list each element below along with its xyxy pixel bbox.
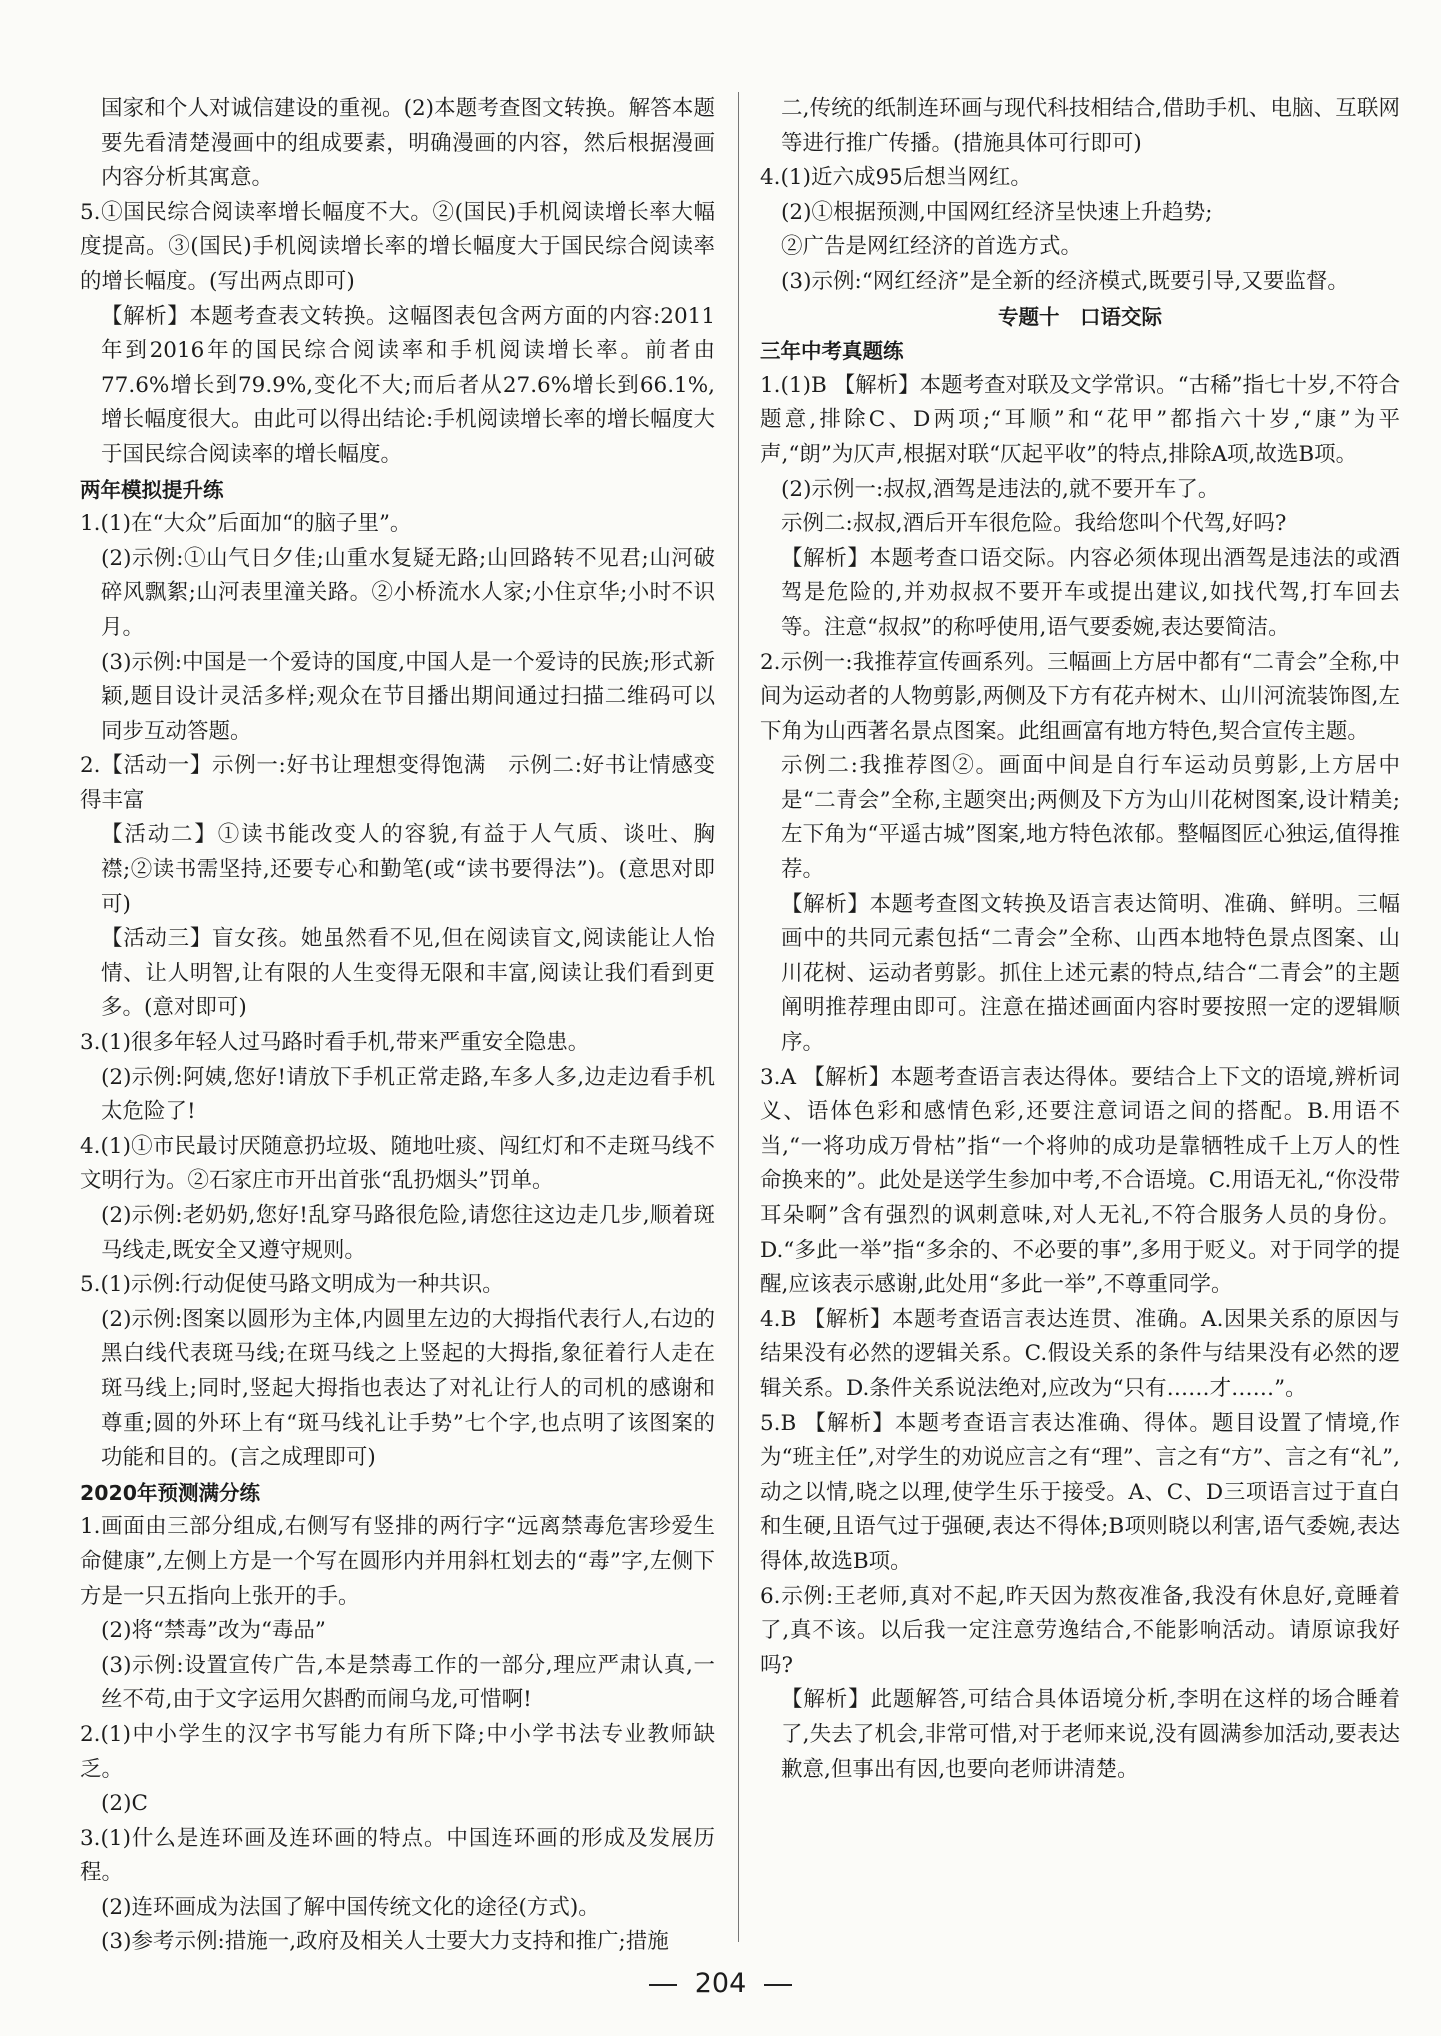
answer-paragraph: (2)示例:阿姨,您好!请放下手机正常走路,车多人多,边走边看手机太危险了!	[101, 1064, 715, 1125]
answer-paragraph: 6.示例:王老师,真对不起,昨天因为熬夜准备,我没有休息好,竟睡着了,真不该。以后我一定注意劳逸结合,不能影响活动。请原谅我好吗?	[760, 1583, 1400, 1678]
answer-paragraph: 5.B 【解析】本题考查语言表达准确、得体。题目设置了情境,作为“班主任”,对学生的劝说应言之有“理”、言之有“方”、言之有“礼”,动之以情,晓之以理,使学生乐于接受。A、C、D三项语言过于直白和生硬,且语气过于强硬,表达不得体;B项则晓以利害,语气委婉,表达得体,故选B项。	[760, 1410, 1400, 1574]
answer-paragraph: 【解析】本题考查表文转换。这幅图表包含两方面的内容:2011年到2016年的国民综合阅读率和手机阅读增长率。前者由77.6%增长到79.9%,变化不大;而后者从27.6%增长到66.1%,增长幅度很大。由此可以得出结论:手机阅读增长率的增长幅度大于国民综合阅读率的增长幅度。	[101, 303, 715, 467]
answer-paragraph: 2.示例一:我推荐宣传画系列。三幅画上方居中都有“二青会”全称,中间为运动者的人物剪影,两侧及下方有花卉树木、山川河流装饰图,左下角为山西著名景点图案。此组画富有地方特色,契合宣传主题。	[760, 649, 1400, 744]
section-heading: 三年中考真题练	[760, 339, 904, 364]
answer-paragraph: ②广告是网红经济的首选方式。	[781, 234, 1083, 260]
answer-paragraph: 2.(1)中小学生的汉字书写能力有所下降;中小学书法专业教师缺乏。	[80, 1721, 715, 1782]
left-column	[80, 92, 715, 1960]
page-number: 204	[694, 1968, 747, 1999]
section-heading: 2020年预测满分练	[80, 1480, 261, 1505]
answer-paragraph: 3.(1)什么是连环画及连环画的特点。中国连环画的形成及发展历程。	[80, 1825, 715, 1886]
answer-paragraph: 【活动二】①读书能改变人的容貌,有益于人气质、谈吐、胸襟;②读书需坚持,还要专心和勤笔(或“读书要得法”)。(意思对即可)	[101, 822, 715, 917]
answer-paragraph: (2)连环画成为法国了解中国传统文化的途径(方式)。	[101, 1894, 600, 1920]
answer-paragraph: 1.(1)在“大众”后面加“的脑子里”。	[80, 511, 412, 537]
answer-paragraph: 4.B 【解析】本题考查语言表达连贯、准确。A.因果关系的原因与结果没有必然的逻辑关系。C.假设关系的条件与结果没有必然的逻辑关系。D.条件关系说法绝对,应改为“只有……才……”。	[760, 1306, 1400, 1401]
answer-paragraph: 3.A 【解析】本题考查语言表达得体。要结合上下文的语境,辨析词义、语体色彩和感情色彩,还要注意词语之间的搭配。B.用语不当,“一将功成万骨枯”指“一个将帅的成功是靠牺牲成千上万人的性命换来的”。此处是送学生参加中考,不合语境。C.用语无礼,“你没带耳朵啊”含有强烈的讽刺意味,对人无礼,不符合服务人员的身份。D.“多此一举”指“多余的、不必要的事”,多用于贬义。对于同学的提醒,应该表示感谢,此处用“多此一举”,不尊重同学。	[760, 1064, 1400, 1298]
answer-paragraph: 国家和个人对诚信建设的重视。(2)本题考查图文转换。解答本题要先看清楚漫画中的组成要素，明确漫画的内容，然后根据漫画内容分析其寓意。	[101, 96, 715, 191]
answer-paragraph: 示例二:我推荐图②。画面中间是自行车运动员剪影,上方居中是“二青会”全称,主题突出;两侧及下方为山川花树图案,设计精美;左下角为“平遥古城”图案,地方特色浓郁。整幅图匠心独运,值得推荐。	[781, 753, 1400, 883]
answer-paragraph: 3.(1)很多年轻人过马路时看手机,带来严重安全隐患。	[80, 1030, 590, 1056]
answer-paragraph: (3)示例:中国是一个爱诗的国度,中国人是一个爱诗的民族;形式新颖,题目设计灵活多样;观众在节目播出期间通过扫描二维码可以同步互动答题。	[101, 649, 715, 744]
column-divider	[738, 92, 739, 1942]
answer-paragraph: (2)示例:老奶奶,您好!乱穿马路很危险,请您往这边走几步,顺着斑马线走,既安全又遵守规则。	[101, 1203, 715, 1263]
answer-paragraph: 示例二:叔叔,酒后开车很危险。我给您叫个代驾,好吗?	[781, 511, 1287, 537]
answer-paragraph: 【解析】本题考查图文转换及语言表达简明、准确、鲜明。三幅画中的共同元素包括“二青会”全称、山西本地特色景点图案、山川花树、运动者剪影。抓住上述元素的特点,结合“二青会”的主题阐明推荐理由即可。注意在描述画面内容时要按照一定的逻辑顺序。	[781, 891, 1400, 1056]
answer-paragraph: 5.(1)示例:行动促使马路文明成为一种共识。	[80, 1272, 504, 1298]
answer-paragraph: (2)将“禁毒”改为“毒品”	[101, 1618, 326, 1644]
section-heading: 专题十 口语交际	[998, 304, 1162, 329]
answer-paragraph: (3)参考示例:措施一,政府及相关人士要大力支持和推广;措施	[101, 1929, 669, 1955]
answer-paragraph: 【活动三】盲女孩。她虽然看不见,但在阅读盲文,阅读能让人怡情、让人明智,让有限的人生变得无限和丰富,阅读让我们看到更多。(意对即可)	[101, 926, 715, 1021]
answer-paragraph: (3)示例:设置宣传广告,本是禁毒工作的一部分,理应严肃认真,一丝不苟,由于文字运用欠斟酌而闹乌龙,可惜啊!	[101, 1652, 715, 1713]
footer-dash-left	[649, 1984, 677, 1986]
answer-paragraph: (3)示例:“网红经济”是全新的经济模式,既要引导,又要监督。	[781, 268, 1349, 294]
footer-dash-right	[764, 1984, 792, 1986]
answer-paragraph: 4.(1)近六成95后想当网红。	[760, 165, 1032, 191]
answer-paragraph: 2.【活动一】示例一:好书让理想变得饱满 示例二:好书让情感变得丰富	[80, 753, 715, 813]
answer-paragraph: (2)示例:图案以圆形为主体,内圆里左边的大拇指代表行人,右边的黑白线代表斑马线;在斑马线之上竖起的大拇指,象征着行人走在斑马线上;同时,竖起大拇指也表达了对礼让行人的司机的感谢和尊重;圆的外环上有“斑马线礼让手势”七个字,也点明了该图案的功能和目的。(言之成理即可)	[101, 1306, 715, 1471]
answer-paragraph: (2)示例:①山气日夕佳;山重水复疑无路;山回路转不见君;山河破碎风飘絮;山河表里潼关路。②小桥流水人家;小住京华;小时不识月。	[101, 545, 715, 640]
answer-paragraph: (2)示例一:叔叔,酒驾是违法的,就不要开车了。	[781, 476, 1220, 502]
answer-paragraph: (2)①根据预测,中国网红经济呈快速上升趋势;	[781, 199, 1213, 225]
answer-paragraph: 二,传统的纸制连环画与现代科技相结合,借助手机、电脑、互联网等进行推广传播。(措施具体可行即可)	[781, 96, 1400, 156]
page-footer	[0, 1968, 1441, 1999]
right-column	[760, 92, 1400, 1787]
section-heading: 两年模拟提升练	[80, 477, 224, 502]
answer-paragraph: 【解析】此题解答,可结合具体语境分析,李明在这样的场合睡着了,失去了机会,非常可惜,对于老师来说,没有圆满参加活动,要表达歉意,但事出有因,也要向老师讲清楚。	[781, 1687, 1400, 1782]
answer-paragraph: 4.(1)①市民最讨厌随意扔垃圾、随地吐痰、闯红灯和不走斑马线不文明行为。②石家庄市开出首张“乱扔烟头”罚单。	[80, 1133, 715, 1194]
answer-paragraph: 5.①国民综合阅读率增长幅度不大。②(国民)手机阅读增长率大幅度提高。③(国民)手机阅读增长率的增长幅度大于国民综合阅读率的增长幅度。(写出两点即可)	[80, 199, 715, 294]
answer-paragraph: 【解析】本题考查口语交际。内容必须体现出酒驾是违法的或酒驾是危险的,并劝叔叔不要开车或提出建议,如找代驾,打车回去等。注意“叔叔”的称呼使用,语气要委婉,表达要简洁。	[781, 545, 1400, 640]
answer-paragraph: 1.画面由三部分组成,右侧写有竖排的两行字“远离禁毒危害珍爱生命健康”,左侧上方是一个写在圆形内并用斜杠划去的“毒”字,左侧下方是一只五指向上张开的手。	[80, 1514, 715, 1609]
answer-paragraph: 1.(1)B 【解析】本题考查对联及文学常识。“古稀”指七十岁,不符合题意,排除C、D两项;“耳顺”和“花甲”都指六十岁,“康”为平声,“朗”为仄声,根据对联“仄起平收”的特点,排除A项,故选B项。	[760, 372, 1400, 467]
answer-paragraph: (2)C	[101, 1791, 148, 1817]
